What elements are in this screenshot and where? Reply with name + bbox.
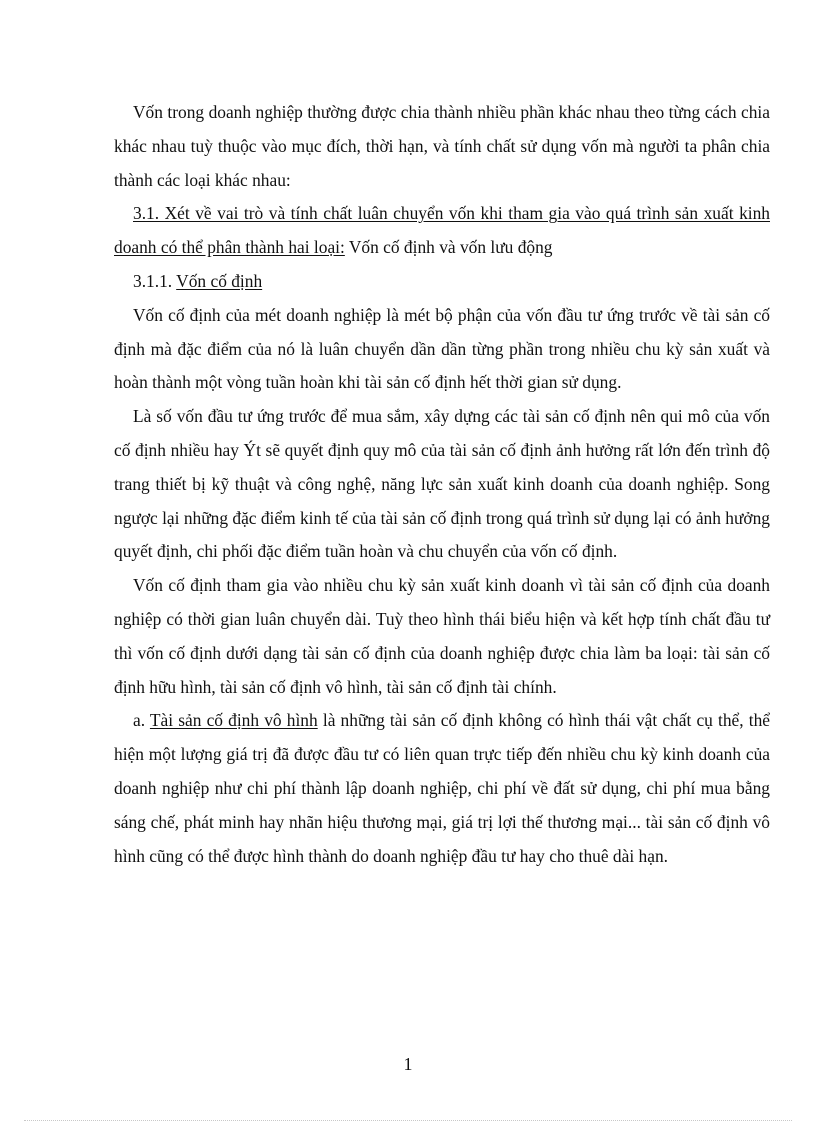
page-number: 1 [403,1054,413,1074]
heading-3-1 [114,197,770,265]
paragraph-intangible-term: Tài sản cố định vô hình [149,710,318,731]
paragraph-intangible-rest: là những tài sản cố định không có hình thái vật chất cụ thể, thể hiện một lượng giá trị đã được đầu tư có liên quan trực tiếp đến nhiều chu kỳ kinh doanh của doanh nghiệp như chi phí thành lập doanh nghiệp, chi phí về đất sử dụng, chi phí mua bằng sáng chế, phát minh hay nhãn hiệu thương mại, giá trị lợi thế thương mại... tài sản cố định vô hình cũng có thể được hình thành do doanh nghiệp đầu tư hay cho thuê dài hạn. [114,710,771,866]
paragraph-intangible-prefix: a. [133,710,150,731]
paragraph-fixed-capital-scale: Là số vốn đầu tư ứng trước để mua sắm, xây dựng các tài sản cố định nên qui mô của vốn cố định nhiều hay Ýt sẽ quyết định quy mô của tài sản cố định ảnh hưởng rất lớn đến trình độ trang thiết bị kỹ thuật và công nghệ, năng lực sản xuất kinh doanh của doanh nghiệp. Song ngược lại những đặc điểm kinh tế của tài sản cố định trong quá trình sử dụng lại có ảnh hưởng quyết định, chi phối đặc điểm tuần hoàn và chu chuyển của vốn cố định. [114,406,770,562]
heading-3-1-rest: Vốn cố định và vốn lưu động [344,237,553,258]
document-body [114,96,770,873]
heading-3-1-1-title: Vốn cố định [176,270,263,291]
paragraph-intro: Vốn trong doanh nghiệp thường được chia thành nhiều phần khác nhau theo từng cách chia khác nhau tuỳ thuộc vào mục đích, thời hạn, và tính chất sử dụng vốn mà người ta phân chia thành các loại khác nhau: [114,102,770,190]
paragraph-intangible-assets [114,704,770,873]
heading-3-1-underlined: 3.1. Xét về vai trò và tính chất luân chuyển vốn khi tham gia vào quá trình sản xuất kinh doanh có thể phân thành hai loại: [114,203,770,258]
heading-3-1-1 [114,265,770,299]
paragraph-fixed-capital-definition: Vốn cố định của mét doanh nghiệp là mét bộ phận của vốn đầu tư ứng trước về tài sản cố định mà đặc điểm của nó là luân chuyển dần dần từng phần trong nhiều chu kỳ sản xuất và hoàn thành một vòng tuần hoàn khi tài sản cố định hết thời gian sử dụng. [114,304,770,393]
heading-3-1-1-number: 3.1.1. [133,270,177,291]
paragraph-fixed-capital-types: Vốn cố định tham gia vào nhiều chu kỳ sản xuất kinh doanh vì tài sản cố định của doanh nghiệp có thời gian luân chuyển dài. Tuỳ theo hình thái biểu hiện và kết hợp tính chất đầu tư thì vốn cố định dưới dạng tài sản cố định của doanh nghiệp được chia làm ba loại: tài sản cố định hữu hình, tài sản cố định vô hình, tài sản cố định tài chính. [114,575,770,697]
footer-divider [24,1120,792,1121]
